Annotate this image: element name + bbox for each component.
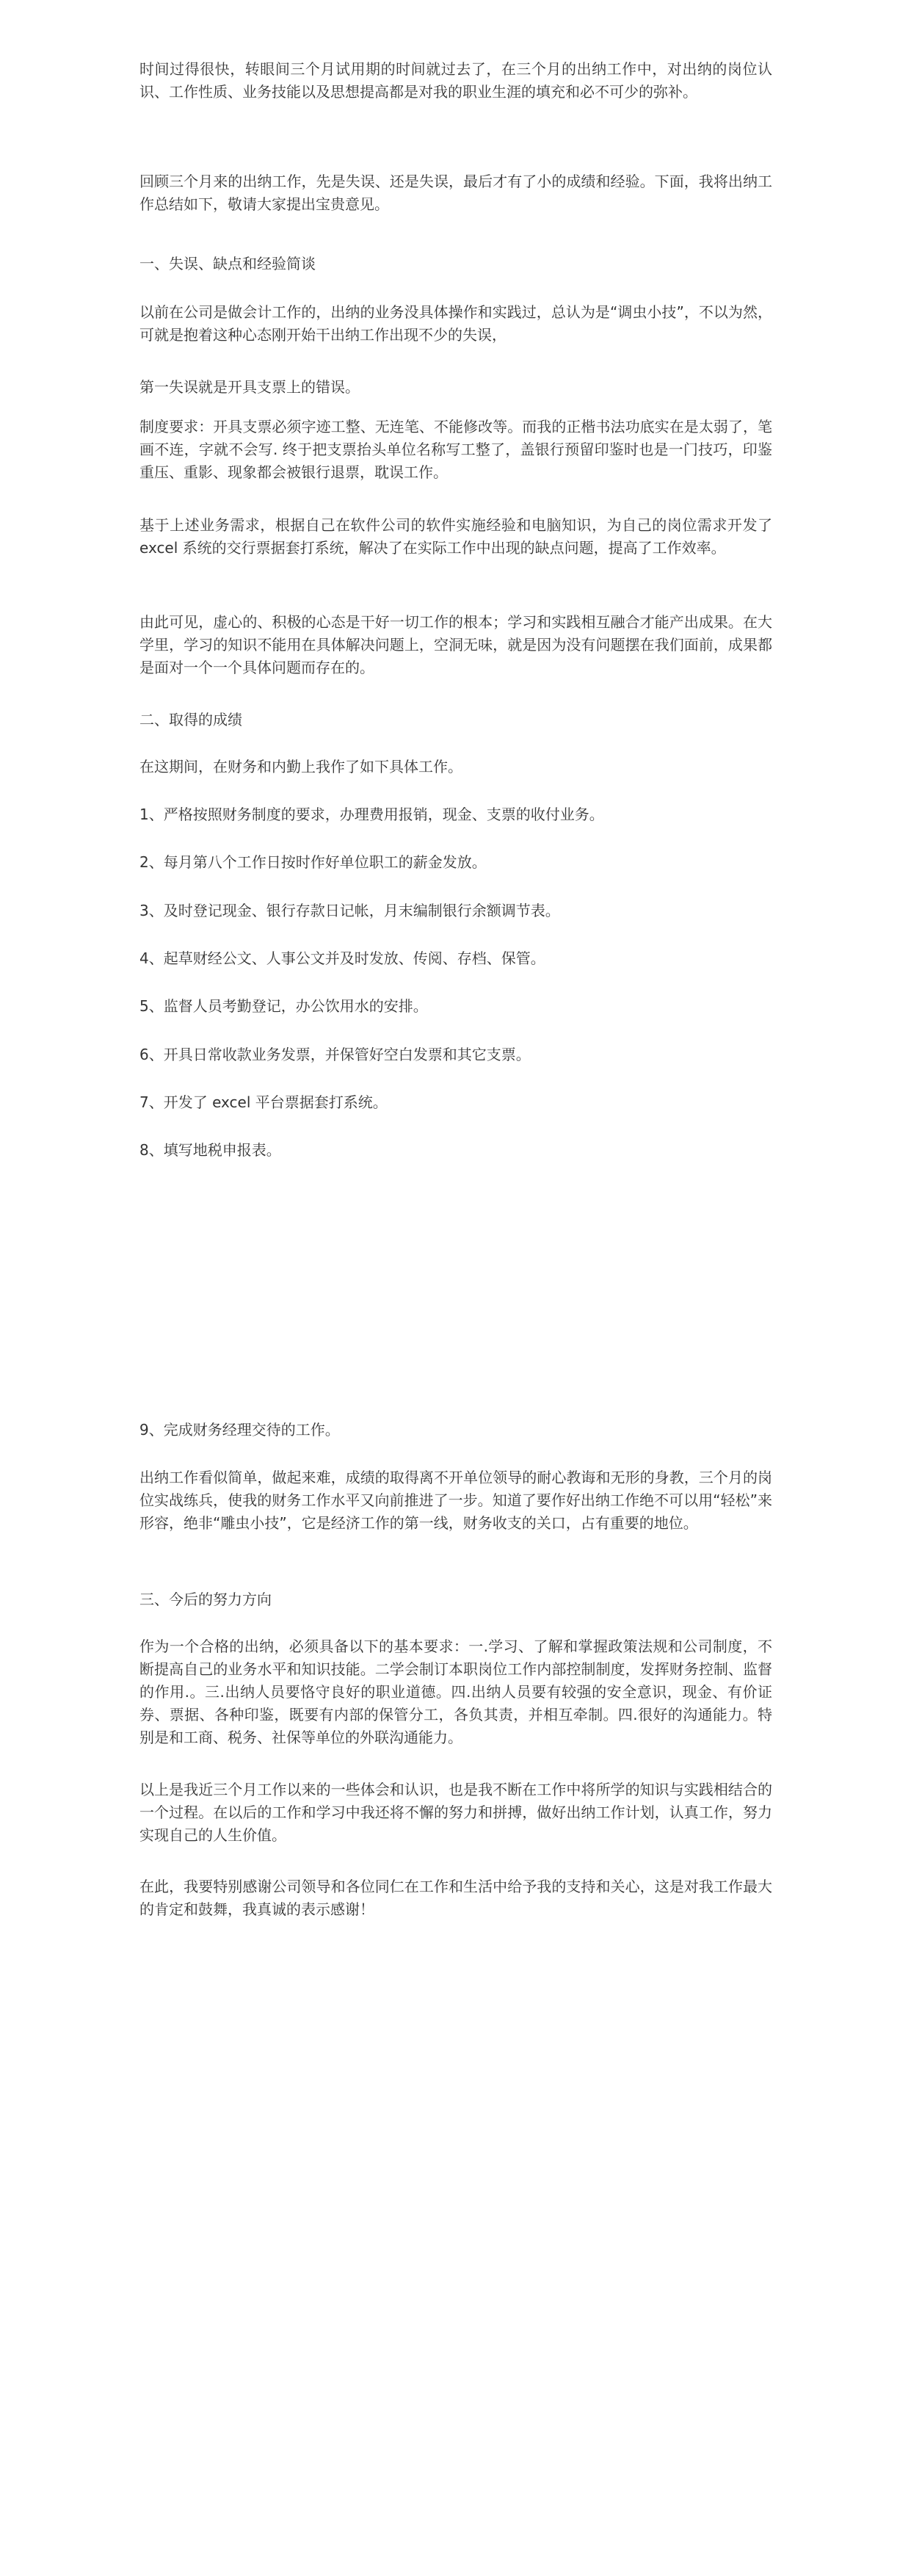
- list-item-3: 3、及时登记现金、银行存款日记帐，月末编制银行余额调节表。: [139, 902, 560, 919]
- paragraph-thanks: 在此，我要特别感谢公司领导和各位同仁在工作和生活中给予我的支持和关心，这是对我工作最大的肯定和鼓舞，我真诚的表示感谢！: [139, 1878, 772, 1918]
- list-item-7: 7、开发了 excel 平台票据套打系统。: [139, 1093, 388, 1111]
- paragraph-reflection: 出纳工作看似简单，做起来难，成绩的取得离不开单位领导的耐心教诲和无形的身教，三个月的岗位实战练兵，使我的财务工作水平又向前推进了一步。知道了要作好出纳工作绝不可以用“轻松”来形容，绝非“雕虫小技”，它是经济工作的第一线，财务收支的关口，占有重要的地位。: [139, 1469, 772, 1532]
- paragraph-review: 回顾三个月来的出纳工作，先是失误、还是失误，最后才有了小的成绩和经验。下面，我将出纳工作总结如下，敬请大家提出宝贵意见。: [139, 173, 772, 213]
- list-item-5: 5、监督人员考勤登记，办公饮用水的安排。: [139, 997, 428, 1015]
- paragraph-solution: 基于上述业务需求，根据自己在软件公司的软件实施经验和电脑知识，为自己的岗位需求开发了 excel 系统的交行票据套打系统，解决了在实际工作中出现的缺点问题，提高了工作效率。: [139, 516, 772, 557]
- paragraph-attitude: 由此可见，虚心的、积极的心态是干好一切工作的根本；学习和实践相互融合才能产出成果。在大学里，学习的知识不能用在具体解决问题上，空洞无味，就是因为没有问题摆在我们面前，成果都是面对一个一个具体问题而存在的。: [139, 613, 772, 676]
- section-heading-1: 一、失误、缺点和经验简谈: [139, 255, 316, 272]
- paragraph-work-intro: 在这期间，在财务和内勤上我作了如下具体工作。: [139, 758, 462, 775]
- paragraph-rules: 制度要求：开具支票必须字迹工整、无连笔、不能修改等。而我的正楷书法功底实在是太弱了，笔画不连，字就不会写. 终于把支票抬头单位名称写工整了，盖银行预留印鉴时也是一门技巧，印鉴重压、重影、现象都会被银行退票，耽误工作。: [139, 418, 772, 481]
- list-item-8: 8、填写地税申报表。: [139, 1141, 281, 1159]
- section-heading-3: 三、今后的努力方向: [139, 1591, 272, 1608]
- section-heading-2: 二、取得的成绩: [139, 711, 242, 728]
- paragraph-mistakes: 以前在公司是做会计工作的，出纳的业务没具体操作和实践过，总认为是“调虫小技”，不以为然，可就是抱着这种心态刚开始干出纳工作出现不少的失误，: [139, 303, 772, 344]
- list-item-4: 4、起草财经公文、人事公文并及时发放、传阅、存档、保管。: [139, 949, 545, 967]
- list-item-2: 2、每月第八个工作日按时作好单位职工的薪金发放。: [139, 853, 487, 871]
- paragraph-intro: 时间过得很快，转眼间三个月试用期的时间就过去了，在三个月的出纳工作中，对出纳的岗位认识、工作性质、业务技能以及思想提高都是对我的职业生涯的填充和必不可少的弥补。: [139, 60, 772, 101]
- list-item-1: 1、严格按照财务制度的要求，办理费用报销，现金、支票的收付业务。: [139, 806, 604, 823]
- paragraph-summary: 以上是我近三个月工作以来的一些体会和认识，也是我不断在工作中将所学的知识与实践相结合的一个过程。在以后的工作和学习中我还将不懈的努力和拼搏，做好出纳工作计划，认真工作，努力实现自己的人生价值。: [139, 1781, 772, 1844]
- list-item-6: 6、开具日常收款业务发票，并保管好空白发票和其它支票。: [139, 1046, 531, 1063]
- paragraph-requirements: 作为一个合格的出纳，必须具备以下的基本要求：一.学习、了解和掌握政策法规和公司制度，不断提高自己的业务水平和知识技能。二学会制订本职岗位工作内部控制制度，发挥财务控制、监督的作用.。三.出纳人员要恪守良好的职业道德。四.出纳人员要有较强的安全意识，现金、有价证券、票据、各种印鉴，既要有内部的保管分工，各负其责，并相互牵制。四.很好的沟通能力。特别是和工商、税务、社保等单位的外联沟通能力。: [139, 1638, 772, 1746]
- paragraph-first-mistake: 第一失误就是开具支票上的错误。: [139, 378, 360, 396]
- document-page: [139, 0, 772, 2576]
- list-item-9: 9、完成财务经理交待的工作。: [139, 1421, 340, 1439]
